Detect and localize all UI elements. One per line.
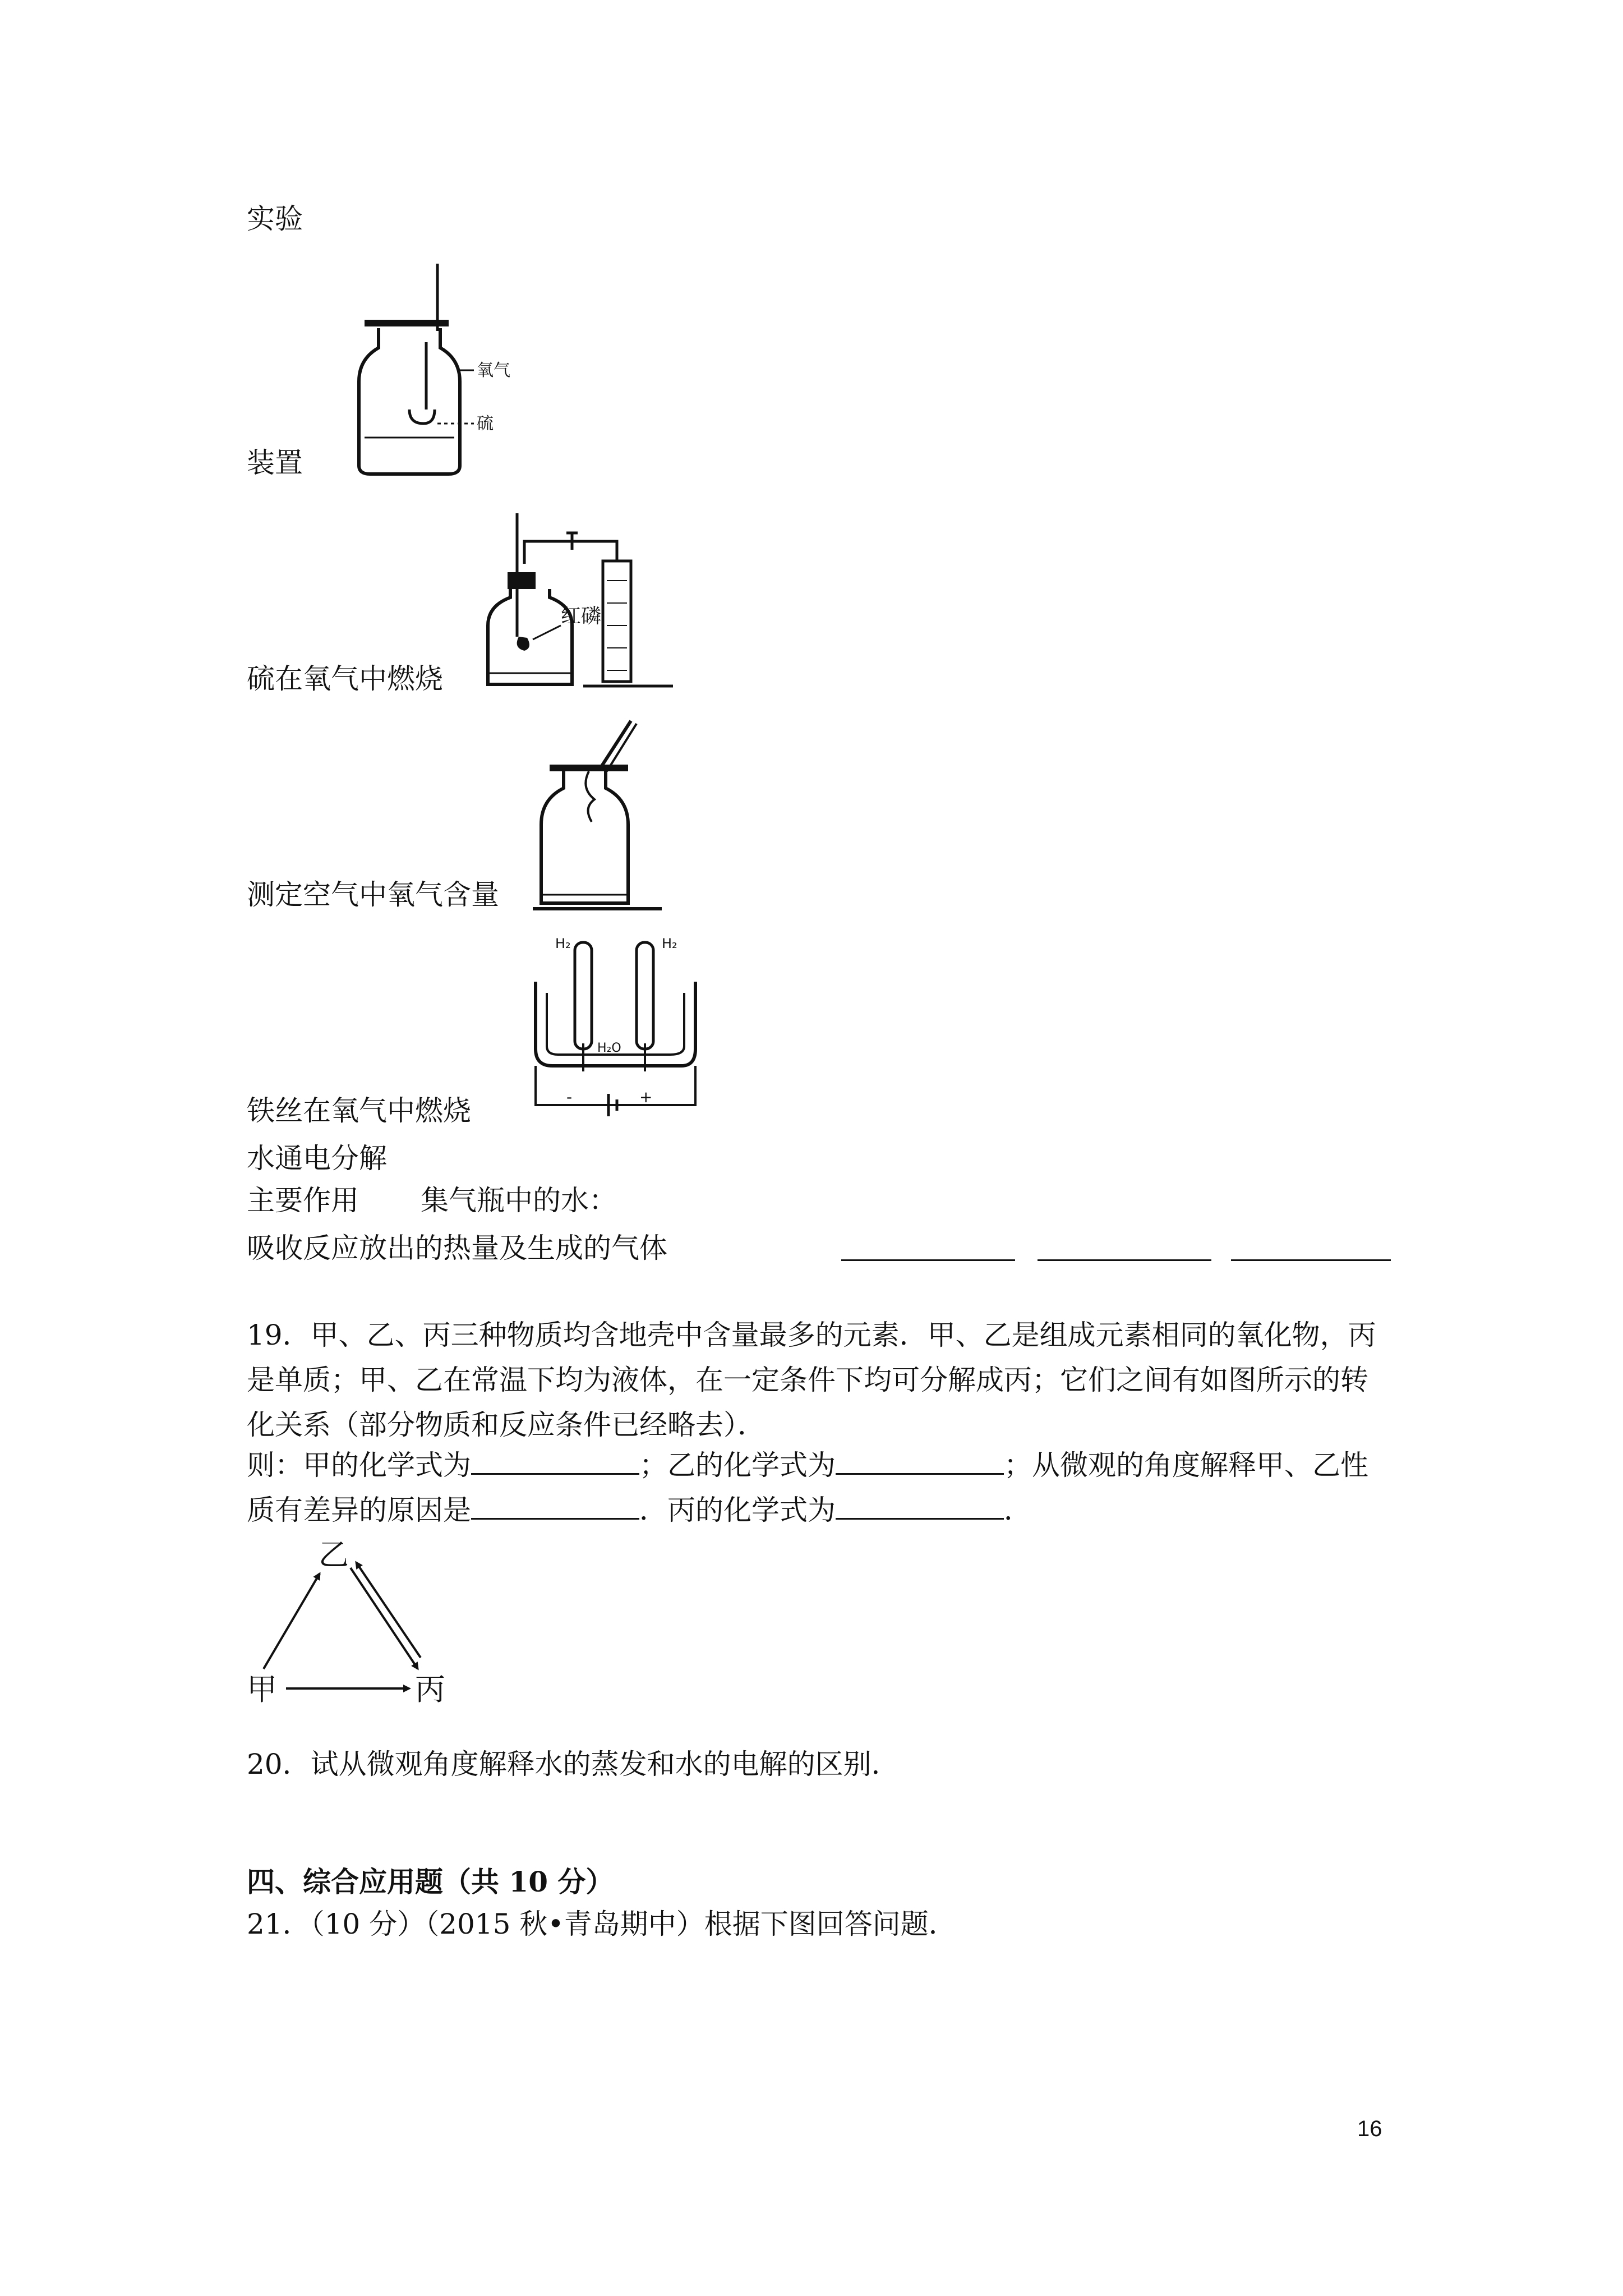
q19-line-5: [247, 1492, 1032, 1527]
q19-line-4: [247, 1447, 1368, 1482]
h2-right-label: H₂: [662, 936, 677, 951]
q19-prompt-micro: ；从微观的角度解释甲、乙性: [1004, 1449, 1368, 1481]
iron-wire-apparatus-figure: [533, 715, 667, 917]
q19-prompt-reason: 质有差异的原因是: [247, 1494, 471, 1526]
answer-blank-3[interactable]: [1231, 1259, 1391, 1261]
q20-text: 20．试从微观角度解释水的蒸发和水的电解的区别．: [247, 1748, 900, 1780]
label-exp-oxygen-content: 测定空气中氧气含量: [247, 878, 499, 911]
answer-blank-1[interactable]: [841, 1259, 1015, 1261]
red-phosphorus-label: 红磷: [561, 605, 602, 628]
h2-left-label: H₂: [555, 936, 571, 951]
label-exp-electrolysis: 水通电分解: [247, 1142, 387, 1175]
diagram-bing: 丙: [415, 1672, 445, 1707]
q19-line-2: 是单质；甲、乙在常温下均为液体，在一定条件下均可分解成丙；它们之间有如图所示的转: [247, 1364, 1368, 1396]
row-main-water: 集气瓶中的水：: [421, 1184, 617, 1217]
battery-minus-label: -: [566, 1088, 573, 1106]
q19-line-1: 19．甲、乙、丙三种物质均含地壳中含量最多的元素．甲、乙是组成元素相同的氧化物，丙: [247, 1319, 1376, 1351]
oxygen-content-apparatus-figure: [482, 508, 684, 698]
label-exp-iron: 铁丝在氧气中燃烧: [247, 1094, 471, 1127]
arrow-yi-to-bing: [351, 1568, 418, 1669]
jia-formula-blank[interactable]: [471, 1447, 639, 1475]
label-exp-sulfur: 硫在氧气中燃烧: [247, 662, 443, 695]
water-label: H₂O: [597, 1041, 621, 1055]
answer-blank-2[interactable]: [1038, 1259, 1211, 1261]
reason-blank[interactable]: [471, 1492, 639, 1520]
q21-text: 21．（10 分）（2015 秋•青岛期中）根据下图回答问题．: [247, 1908, 957, 1940]
section-4-title: 四、综合应用题（共 10 分）: [247, 1865, 614, 1898]
label-device: 装置: [247, 447, 303, 479]
oxygen-label: 氧气: [477, 361, 510, 380]
diagram-jia: 甲: [247, 1672, 277, 1707]
sulfur-label: 硫: [477, 414, 494, 434]
q19-prompt-bing: ．丙的化学式为: [639, 1494, 836, 1526]
q19-prompt-yi: ；乙的化学式为: [639, 1449, 836, 1481]
arrow-jia-to-yi: [264, 1573, 320, 1669]
battery-plus-label: +: [639, 1088, 653, 1106]
q19-prompt-jia: 则：甲的化学式为: [247, 1449, 471, 1481]
water-electrolysis-apparatus-figure: [527, 931, 707, 1122]
q19-end: ．: [1004, 1494, 1032, 1526]
page-number: 16: [1357, 2116, 1382, 2141]
sulfur-burning-apparatus-figure: [353, 258, 510, 482]
yi-formula-blank[interactable]: [836, 1447, 1004, 1475]
arrow-bing-to-yi: [356, 1562, 421, 1658]
row-absorb: 吸收反应放出的热量及生成的气体: [247, 1232, 667, 1264]
header-experiment: 实验: [247, 203, 303, 235]
bing-formula-blank[interactable]: [836, 1492, 1004, 1520]
q19-conversion-diagram: [241, 1531, 465, 1711]
row-main-function: 主要作用: [247, 1184, 359, 1217]
q19-line-3: 化关系（部分物质和反应条件已经略去）．: [247, 1409, 766, 1441]
diagram-yi: 乙: [319, 1537, 349, 1572]
